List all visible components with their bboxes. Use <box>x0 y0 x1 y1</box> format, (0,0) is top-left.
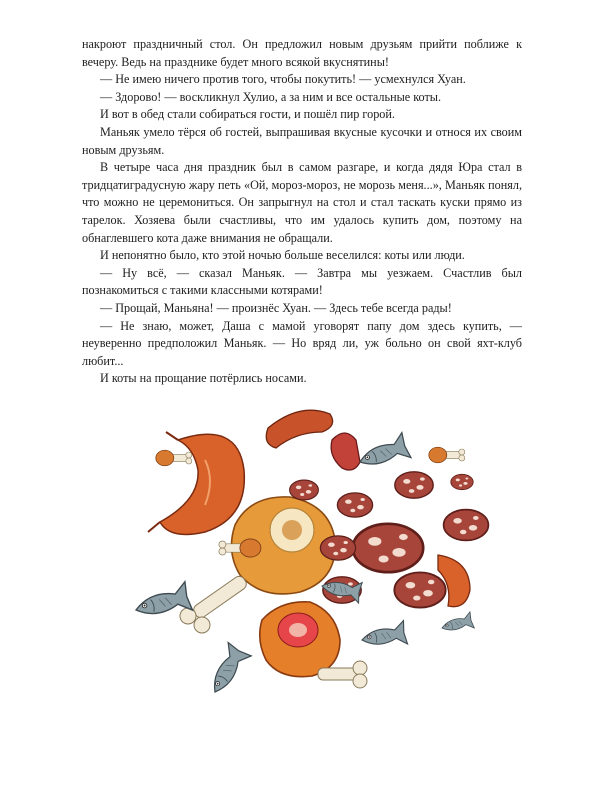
paragraph: И коты на прощание потёрлись носами. <box>100 371 307 386</box>
paragraph: В четыре часа дня праздник был в самом разгаре, и когда дядя Юра стал в тридцатиградусную жару петь «Ой, мороз-мороз, не морозь меня...», Маньяк понял, что можно не церемониться. Он запрыгнул на стол и стал таскать куски прямо из тарелок. Хозяева были счастливы, что им удалось купить дом, поэтому на обнаглевшего кота даже внимания не обращали. <box>82 160 522 245</box>
salami-slice <box>290 480 319 500</box>
ham <box>260 602 367 688</box>
paragraph: И непонятно было, кто этой ночью больше веселился: коты или люди. <box>100 248 465 263</box>
paragraph: И вот в обед стали собираться гости, и пошёл пир горой. <box>100 107 395 122</box>
salami-slice <box>320 536 355 560</box>
paragraph: — Не знаю, может, Даша с мамой уговорят папу дом здесь купить, — неуверенно предположил Маньяк. — Но вряд ли, уж больно он свой яхт-клуб любит... <box>82 318 522 368</box>
fish <box>203 643 251 699</box>
drumstick <box>156 450 192 466</box>
sausage <box>148 432 244 534</box>
fish <box>355 433 411 475</box>
paragraph: Маньяк умело тёрся об гостей, выпрашивая вкусные кусочки и относя их своим новым друзьям. <box>82 124 522 157</box>
salami-slice <box>444 510 489 541</box>
salami-slice <box>451 474 473 489</box>
paragraph: — Здорово! — воскликнул Хулио, а за ним и все остальные коты. <box>100 89 442 104</box>
paragraph: — Не имею ничего против того, чтобы покутить! — усмехнулся Хуан. <box>100 72 466 87</box>
sausage <box>266 410 332 448</box>
salami-slice <box>353 524 423 572</box>
sausage <box>331 433 360 470</box>
paragraph: — Ну всё, — сказал Маньяк. — Завтра мы уезжаем. Счастлив был познакомиться с такими классными котярами! <box>82 265 522 298</box>
paragraph: накроют праздничный стол. Он предложил новым друзьям прийти поближе к вечеру. Ведь на празднике будет много всякой вкуснятины! <box>82 37 522 69</box>
salami-slice <box>394 572 445 607</box>
salami-slice <box>395 472 433 498</box>
fish <box>360 621 408 652</box>
salami-slice <box>337 493 372 517</box>
paragraph: — Прощай, Маньяна! — произнёс Хуан. — Здесь тебе всегда рады! <box>100 300 452 315</box>
drumstick <box>429 447 465 463</box>
fish <box>440 612 474 636</box>
